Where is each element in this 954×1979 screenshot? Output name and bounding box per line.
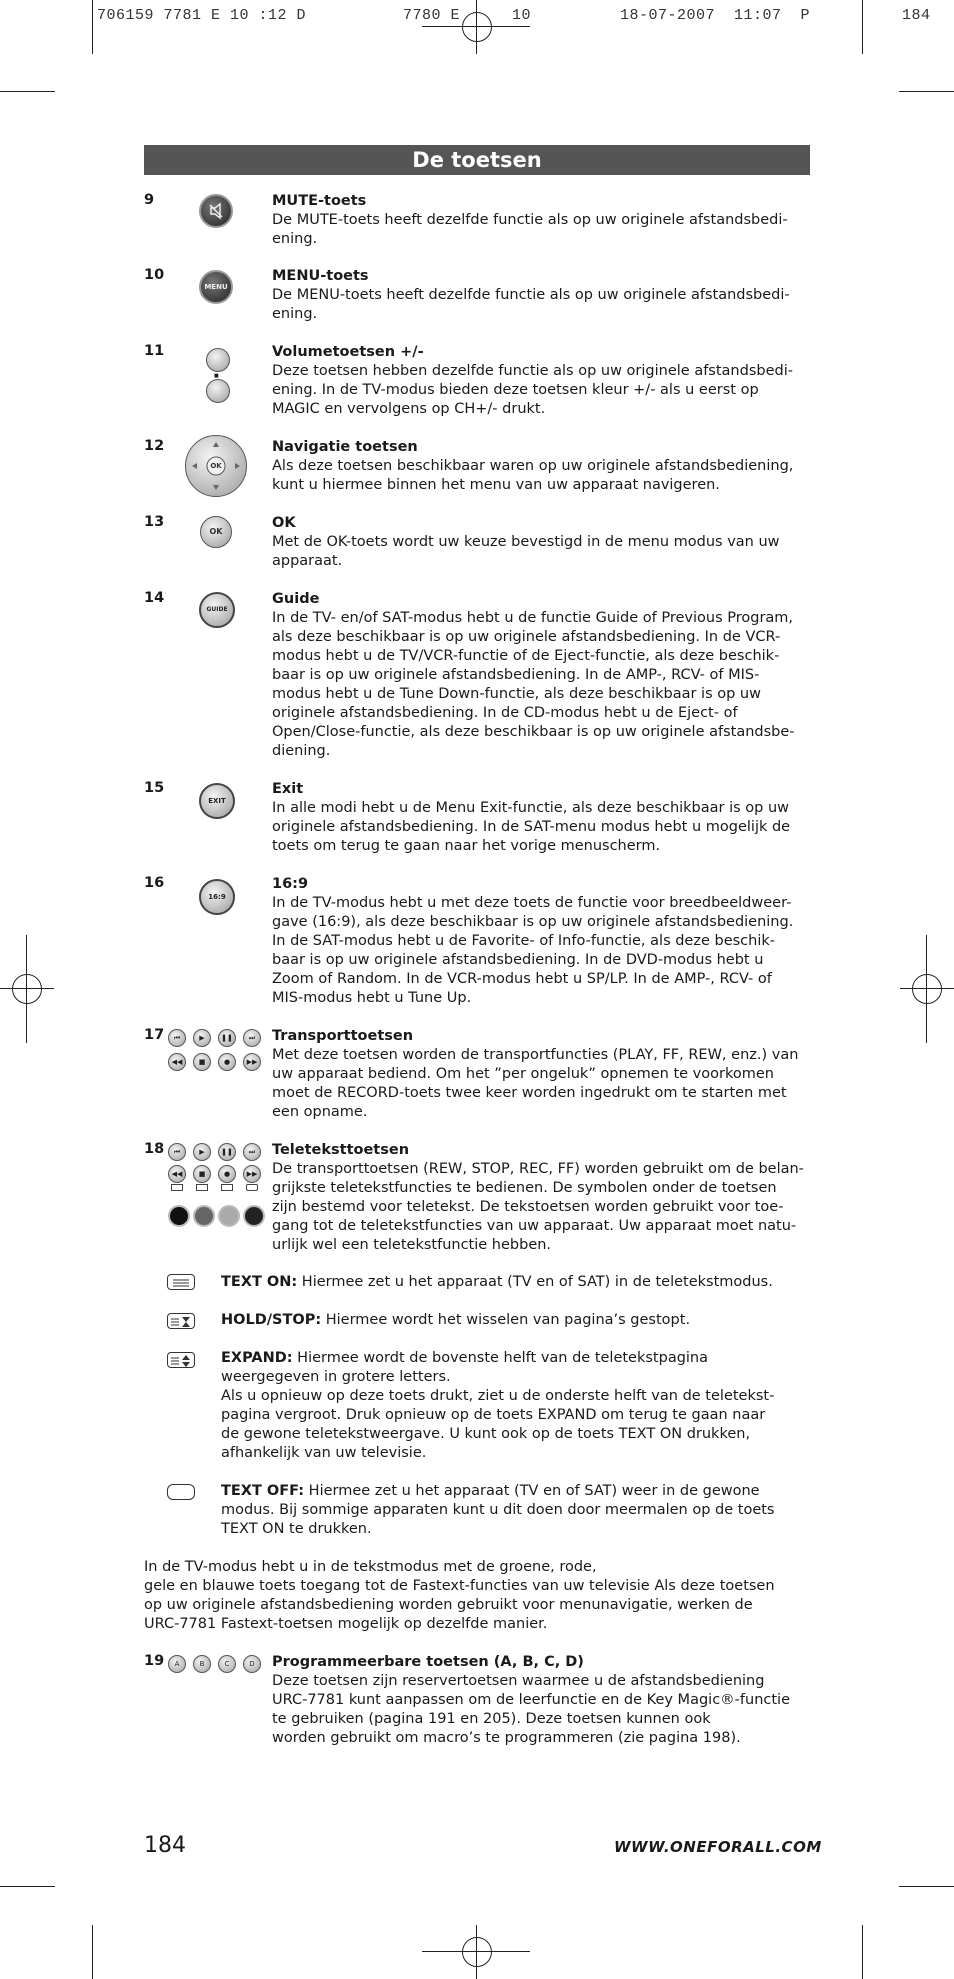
ok-icon: OK [200,516,232,548]
teletext-item: EXPAND: Hiermee wordt de bovenste helft van de teletekstpagina weergegeven in grotere letters. Als u opnieuw op deze toets drukt, ziet u de onderste helft van de teletekst- pagina vergroot. Druk opnieuw op de toets EXPAND om terug te gaan naar de gewone teletekstweergave. U kunt ook op de toets TEXT ON drukken, afhankelijk van uw televisie. [221,1350,775,1461]
forward-skip-icon: ⏭ [243,1029,261,1047]
text-off-small-icon [246,1184,258,1191]
text-on-icon [167,1274,195,1290]
item-number: 15 [144,780,165,796]
item-text: Programmeerbare toetsen (A, B, C, D) Deze toetsen zijn reservertoetsen waarmee u de afstandsbediening URC-7781 kunt aanpassen om de leerfunctie en de Key Magic®-functie te gebruiken (pagina 191 en 205). Deze toetsen kunnen ook worden gebruikt om macro’s te programmeren (zie pagina 198). [272,1654,790,1746]
item-heading: MUTE-toets [272,193,367,209]
item-text: Navigatie toetsen Als deze toetsen beschikbaar waren op uw originele afstandsbediening, kunt u hiermee binnen het menu van uw apparaat navigeren. [272,439,794,493]
fast-forward-icon: ▶▶ [243,1053,261,1071]
teletext-item: TEXT OFF: Hiermee zet u het apparaat (TV en of SAT) weer in de gewone modus. Bij sommige apparaten kunt u dit doen door meermalen op de toets TEXT ON te drukken. [221,1483,775,1537]
slug-date: 18-07-2007 11:07 P [620,7,811,24]
teletext-label: TEXT ON: [221,1274,298,1290]
item-text: MUTE-toets De MUTE-toets heeft dezelfde functie als op uw originele afstandsbedi- ening. [272,192,812,249]
item-text: Exit In alle modi hebt u de Menu Exit-functie, als deze beschikbaar is op uw originele afstandsbediening. In de SAT-menu modus hebt u mogelijk de toets om terug te gaan naar het vorige menuscherm. [272,781,791,854]
hold-stop-icon [167,1313,195,1329]
guide-icon: GUIDE [199,592,235,628]
volume-down-icon [206,379,230,403]
item-number: 11 [144,343,165,359]
crop-mark [92,0,93,54]
forward-skip-icon: ⏭ [243,1143,261,1161]
fastext-key-2-icon [193,1205,215,1227]
widescreen-icon: 16:9 [199,879,235,915]
crop-mark [899,91,954,92]
item-text: Transporttoetsen Met deze toetsen worden de transportfuncties (PLAY, FF, REW, enz.) van uw apparaat bediend. Om het ”per ongeluk” opnemen te voorkomen moet de RECORD-toets twee keer worden ingedrukt om te starten met een opname. [272,1028,799,1120]
text-off-icon [167,1484,195,1500]
item-number: 19 [144,1653,165,1669]
fast-forward-icon: ▶▶ [243,1165,261,1183]
rewind-icon: ◀◀ [168,1053,186,1071]
text-on-small-icon [171,1184,183,1191]
key-d-icon: D [243,1655,261,1673]
item-number: 12 [144,438,165,454]
key-b-icon: B [193,1655,211,1673]
crop-mark [0,91,55,92]
volume-label-icon: ■ [214,373,219,379]
rewind-skip-icon: ⏮ [168,1029,186,1047]
fastext-paragraph: In de TV-modus hebt u in de tekstmodus met de groene, rode, gele en blauwe toets toegang tot de Fastext-functies van uw televisie Als deze toetsen op uw originele afstandsbediening worden gebruikt voor menunavigatie, werken de URC-7781 Fastext-toetsen mogelijk op dezelfde manier. [144,1559,775,1632]
volume-up-icon [206,348,230,372]
item-number: 18 [144,1141,165,1157]
page-number: 184 [144,1833,186,1858]
crop-mark [0,1886,55,1887]
mute-icon [199,194,233,228]
item-text: MENU-toets De MENU-toets heeft dezelfde functie als op uw originele afstandsbedi- ening. [272,268,790,322]
fastext-key-3-icon [218,1205,240,1227]
play-icon: ▶ [193,1029,211,1047]
slug-page: 184 [902,7,931,24]
rewind-icon: ◀◀ [168,1165,186,1183]
fastext-key-4-icon [243,1205,265,1227]
pause-icon: ❚❚ [218,1029,236,1047]
menu-icon: MENU [199,270,233,304]
item-text: Teleteksttoetsen De transporttoetsen (REW, STOP, REC, FF) worden gebruikt om de belan- grijkste teletekstfuncties te bedienen. De symbolen onder de toetsen zijn bestemd voor teletekst. De tekstoetsen worden gebruikt voor toe- gang tot de teletekstfuncties van uw apparaat. Uw apparaat moet natu- urlijk wel een teletekstfunctie hebben. [272,1142,804,1253]
stop-icon: ■ [193,1165,211,1183]
navigation-icon: OK [185,435,247,497]
crop-mark [92,1925,93,1979]
slug-ref: 7780 E [403,7,461,24]
pause-icon: ❚❚ [218,1143,236,1161]
programmable-keys-icon [168,1655,268,1675]
record-icon: ● [218,1053,236,1071]
expand-small-icon [221,1184,233,1191]
slug-num: 10 [512,7,532,24]
item-number: 17 [144,1027,165,1043]
item-number: 16 [144,875,165,891]
stop-icon: ■ [193,1053,211,1071]
teletext-icons [168,1143,268,1225]
website-link[interactable]: WWW.ONEFORALL.COM [614,1838,822,1856]
item-text: Guide In de TV- en/of SAT-modus hebt u de functie Guide of Previous Program, als deze beschikbaar is op uw originele afstandsbediening. In de VCR- modus hebt u de TV/VCR-functie of de Eject-functie, als deze beschik- baar is op uw originele afstandsbediening. In de AMP-, RCV- of MIS- modus hebt u de Tune Down-functie, als deze beschikbaar is op uw originele afstandsbediening. In de CD-modus hebt u de Eject- of Open/Close-functie, als deze beschikbaar is op uw originele afstandsbe- diening. [272,591,795,759]
crop-mark [862,0,863,54]
crop-mark [862,1925,863,1979]
crop-mark [899,1886,954,1887]
slug-job: 706159 7781 E 10 :12 D [97,7,307,24]
teletext-item: TEXT ON: Hiermee zet u het apparaat (TV en of SAT) in de teletekstmodus. [221,1274,773,1290]
transport-icons [168,1029,268,1073]
hold-small-icon [196,1184,208,1191]
item-number: 14 [144,590,165,606]
item-number: 13 [144,514,165,530]
key-a-icon: A [168,1655,186,1673]
item-text: 16:9 In de TV-modus hebt u met deze toets de functie voor breedbeeldweer- gave (16:9), als deze beschikbaar is op uw originele afstandsbediening. In de SAT-modus hebt u de Favorite- of Info-functie, als deze beschik- baar is op uw originele afstandsbediening. In de DVD-modus hebt u Zoom of Random. In de VCR-modus hebt u SP/LP. In de AMP-, RCV- of MIS-modus hebt u Tune Up. [272,876,794,1006]
record-icon: ● [218,1165,236,1183]
item-text: Volumetoetsen +/- Deze toetsen hebben dezelfde functie als op uw originele afstandsbedi- ening. In de TV-modus bieden deze toetsen kleur +/- als u eerst op MAGIC en vervolgens op CH+/- drukt. [272,344,793,417]
exit-icon: EXIT [199,783,235,819]
item-text: OK Met de OK-toets wordt uw keuze bevestigd in de menu modus van uw apparaat. [272,515,780,569]
item-number: 9 [144,192,155,208]
rewind-skip-icon: ⏮ [168,1143,186,1161]
teletext-item: HOLD/STOP: Hiermee wordt het wisselen van pagina’s gestopt. [221,1312,691,1328]
expand-icon [167,1352,195,1368]
item-number: 10 [144,267,165,283]
play-icon: ▶ [193,1143,211,1161]
page-title: De toetsen [144,145,810,175]
key-c-icon: C [218,1655,236,1673]
fastext-key-1-icon [168,1205,190,1227]
